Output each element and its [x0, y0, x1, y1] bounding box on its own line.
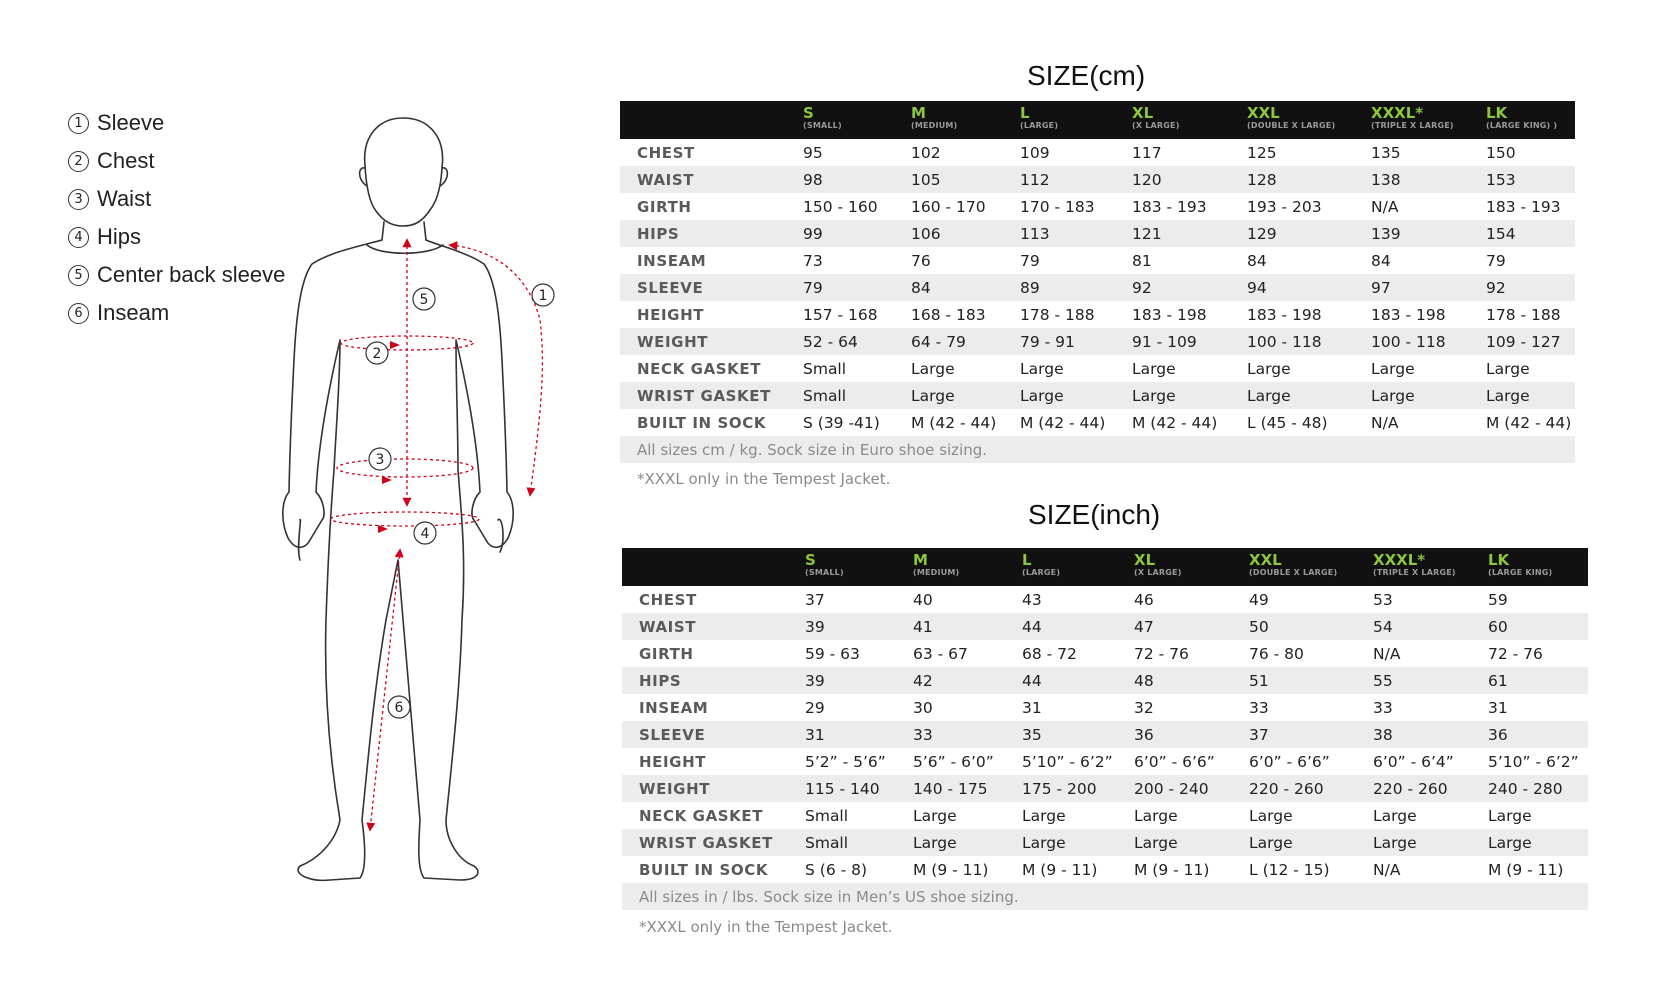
- table-cell: 89: [1016, 274, 1128, 301]
- row-label: HIPS: [620, 220, 799, 247]
- table-cell: 33: [909, 721, 1018, 748]
- marker-label-3: 3: [375, 452, 385, 468]
- table-cell: 178 - 188: [1020, 305, 1095, 324]
- table-cell: 5’10” - 6’2”: [1488, 752, 1579, 771]
- table-cell: 183 - 198: [1247, 305, 1322, 324]
- size-desc: (DOUBLE X LARGE): [1247, 121, 1336, 130]
- table-row: [620, 355, 1575, 382]
- table-cell: M (42 - 44): [1132, 413, 1218, 432]
- table-cell: Large: [1016, 382, 1128, 409]
- inseam-line: [370, 550, 400, 830]
- table-cell: 160 - 170: [911, 197, 986, 216]
- table-cell: 220 - 260: [1245, 775, 1369, 802]
- table-row: [622, 586, 1588, 613]
- table-cell: 106: [907, 220, 1016, 247]
- table-cell: S (39 -41): [803, 413, 880, 432]
- table-cell: 5’2” - 5’6”: [805, 752, 886, 771]
- size-code: XXXL*: [1371, 104, 1424, 122]
- table-cell: 157 - 168: [803, 305, 878, 324]
- body-measurement-figure: [270, 110, 570, 890]
- table-cell: 84: [1371, 251, 1391, 270]
- size-code: XXXL*: [1373, 551, 1426, 569]
- table-cell: 6’0” - 6’4”: [1373, 752, 1454, 771]
- size-desc: (MEDIUM): [913, 568, 960, 577]
- size-header-row: [620, 101, 1575, 139]
- table-cell: 92: [1128, 274, 1243, 301]
- size-code: XXL: [1247, 104, 1280, 122]
- table-cell: Large: [1130, 829, 1245, 856]
- table-cell: 100 - 118: [1367, 328, 1482, 355]
- table-cell: 43: [1022, 590, 1042, 609]
- size-header-xxl: [1245, 548, 1369, 586]
- table-cell: 63 - 67: [913, 644, 968, 663]
- table-row: [620, 274, 1575, 301]
- table-cell: 99: [799, 220, 907, 247]
- table-cell: 91 - 109: [1128, 328, 1243, 355]
- table-cell: N/A: [1373, 644, 1401, 663]
- table-cell: Large: [913, 806, 957, 825]
- table-cell: 135: [1371, 143, 1401, 162]
- table-cell: 41: [909, 613, 1018, 640]
- table-cell: 48: [1130, 667, 1245, 694]
- legend-number: 5: [68, 265, 89, 286]
- size-code: M: [913, 551, 928, 569]
- table-cell: Large: [911, 359, 955, 378]
- table-cell: 193 - 203: [1247, 197, 1322, 216]
- row-label: INSEAM: [639, 698, 709, 717]
- legend-label: Chest: [97, 148, 155, 173]
- table-cell: 61: [1484, 667, 1588, 694]
- legend-label: Center back sleeve: [97, 262, 286, 287]
- legend-number: 6: [68, 303, 89, 324]
- table-cell: 37: [805, 590, 825, 609]
- table-cell: 31: [801, 721, 909, 748]
- table-cell: 79: [799, 274, 907, 301]
- table-cell: 100 - 118: [1243, 328, 1367, 355]
- table-cell: M (9 - 11): [1134, 860, 1210, 879]
- table-row: [620, 247, 1575, 274]
- table-cell: Large: [1018, 829, 1130, 856]
- cm-table-title: SIZE(cm): [1027, 60, 1146, 91]
- size-header-s: [801, 548, 909, 586]
- row-label: SLEEVE: [620, 274, 799, 301]
- legend-label: Sleeve: [97, 110, 165, 135]
- legend-label: Hips: [97, 224, 142, 249]
- table-cell: 79 - 91: [1016, 328, 1128, 355]
- table-cell: 59 - 63: [805, 644, 860, 663]
- row-label: HEIGHT: [637, 305, 705, 324]
- table-cell: 72 - 76: [1488, 644, 1543, 663]
- table-cell: Large: [909, 829, 1018, 856]
- table-cell: 40: [913, 590, 933, 609]
- legend-item-inseam: [68, 294, 285, 332]
- table-cell: 84: [1247, 251, 1267, 270]
- table-cell: 52 - 64: [799, 328, 907, 355]
- table-cell: 73: [803, 251, 823, 270]
- table-cell: 153: [1482, 166, 1575, 193]
- table-cell: 33: [1373, 698, 1393, 717]
- size-desc: (LARGE KING) ): [1486, 121, 1558, 130]
- row-label: WRIST GASKET: [622, 829, 801, 856]
- cm-footnote: *XXXL only in the Tempest Jacket.: [637, 470, 891, 488]
- table-cell: Large: [1373, 806, 1417, 825]
- table-cell: N/A: [1371, 197, 1399, 216]
- table-cell: Small: [799, 382, 907, 409]
- table-cell: 98: [799, 166, 907, 193]
- table-cell: 76: [911, 251, 931, 270]
- table-row: [622, 829, 1588, 856]
- table-cell: Small: [801, 829, 909, 856]
- size-header-s: [799, 101, 907, 139]
- units-note: All sizes in / lbs. Sock size in Men’s US shoe sizing.: [622, 883, 1588, 910]
- table-cell: 36: [1484, 721, 1588, 748]
- legend-item-sleeve: [68, 104, 285, 142]
- table-cell: 6’0” - 6’6”: [1134, 752, 1215, 771]
- table-cell: Large: [1128, 382, 1243, 409]
- table-cell: 175 - 200: [1018, 775, 1130, 802]
- table-cell: Large: [1247, 359, 1291, 378]
- table-cell: M (42 - 44): [1020, 413, 1106, 432]
- row-label: WAIST: [622, 613, 801, 640]
- size-desc: (TRIPLE X LARGE): [1371, 121, 1454, 130]
- size-desc: (SMALL): [805, 568, 844, 577]
- marker-label-5: 5: [419, 292, 429, 308]
- table-cell: 183 - 198: [1132, 305, 1207, 324]
- row-label: INSEAM: [637, 251, 707, 270]
- row-label: BUILT IN SOCK: [637, 413, 767, 432]
- sleeve-line: [450, 245, 542, 495]
- size-code: L: [1022, 551, 1032, 569]
- legend-label: Waist: [97, 186, 152, 211]
- table-cell: Large: [1482, 382, 1575, 409]
- size-code: XL: [1134, 551, 1156, 569]
- legend-item-hips: [68, 218, 285, 256]
- row-label: HIPS: [622, 667, 801, 694]
- table-cell: 140 - 175: [909, 775, 1018, 802]
- legend-number: 1: [68, 113, 89, 134]
- marker-label-4: 4: [420, 526, 430, 542]
- table-cell: M (42 - 44): [1486, 413, 1572, 432]
- size-desc: (LARGE): [1020, 121, 1059, 130]
- table-row: [620, 301, 1575, 328]
- table-row: [622, 667, 1588, 694]
- inch-footnote: *XXXL only in the Tempest Jacket.: [639, 918, 893, 936]
- size-header-xxl: [1243, 101, 1367, 139]
- row-label: CHEST: [637, 143, 695, 162]
- row-label: WAIST: [620, 166, 799, 193]
- table-cell: 79: [1020, 251, 1040, 270]
- table-cell: 112: [1016, 166, 1128, 193]
- note-row: [620, 436, 1575, 463]
- row-label: WRIST GASKET: [620, 382, 799, 409]
- inch-table-title: SIZE(inch): [1028, 499, 1161, 530]
- table-row: [622, 694, 1588, 721]
- table-cell: 47: [1130, 613, 1245, 640]
- table-row: [622, 775, 1588, 802]
- table-cell: Large: [1484, 829, 1588, 856]
- table-cell: 220 - 260: [1369, 775, 1484, 802]
- table-cell: 183 - 193: [1486, 197, 1561, 216]
- table-cell: 44: [1018, 613, 1130, 640]
- size-header-lk: [1484, 548, 1588, 586]
- table-cell: 150: [1486, 143, 1516, 162]
- table-cell: Large: [1486, 359, 1530, 378]
- row-label: WEIGHT: [622, 775, 801, 802]
- table-cell: Large: [1369, 829, 1484, 856]
- table-cell: 125: [1247, 143, 1277, 162]
- row-label: NECK GASKET: [637, 359, 762, 378]
- table-cell: 102: [911, 143, 941, 162]
- table-cell: 92: [1482, 274, 1575, 301]
- table-cell: 59: [1488, 590, 1508, 609]
- legend-number: 4: [68, 227, 89, 248]
- table-cell: L (45 - 48): [1247, 413, 1328, 432]
- table-cell: 33: [1249, 698, 1269, 717]
- table-cell: M (9 - 11): [1022, 860, 1098, 879]
- size-desc: (TRIPLE X LARGE): [1373, 568, 1456, 577]
- table-row: [620, 328, 1575, 355]
- row-label: GIRTH: [637, 197, 692, 216]
- row-label: WEIGHT: [620, 328, 799, 355]
- table-cell: 94: [1243, 274, 1367, 301]
- table-cell: 150 - 160: [803, 197, 878, 216]
- table-cell: 200 - 240: [1130, 775, 1245, 802]
- size-header-xl: [1128, 101, 1243, 139]
- size-code: LK: [1488, 551, 1510, 569]
- table-row: [622, 721, 1588, 748]
- table-cell: 35: [1018, 721, 1130, 748]
- table-cell: 81: [1132, 251, 1152, 270]
- table-cell: Large: [1488, 806, 1532, 825]
- table-cell: Small: [805, 806, 849, 825]
- hips-line: [331, 512, 479, 526]
- table-cell: Large: [1022, 806, 1066, 825]
- table-cell: Large: [1134, 806, 1178, 825]
- table-cell: 95: [803, 143, 823, 162]
- size-code: XXL: [1249, 551, 1282, 569]
- table-cell: 39: [801, 613, 909, 640]
- table-cell: 50: [1245, 613, 1369, 640]
- size-code: S: [803, 104, 814, 122]
- table-cell: 109 - 127: [1482, 328, 1575, 355]
- table-cell: Large: [907, 382, 1016, 409]
- table-cell: 55: [1369, 667, 1484, 694]
- table-cell: 183 - 193: [1132, 197, 1207, 216]
- size-header-xxxl: [1369, 548, 1484, 586]
- table-cell: 44: [1018, 667, 1130, 694]
- table-cell: 38: [1369, 721, 1484, 748]
- table-cell: 76 - 80: [1249, 644, 1304, 663]
- row-label: BUILT IN SOCK: [639, 860, 769, 879]
- table-row: [620, 409, 1575, 436]
- table-cell: 154: [1482, 220, 1575, 247]
- units-note: All sizes cm / kg. Sock size in Euro shoe sizing.: [620, 436, 1575, 463]
- table-row: [620, 139, 1575, 166]
- table-cell: S (6 - 8): [805, 860, 868, 879]
- table-cell: 105: [907, 166, 1016, 193]
- table-cell: 46: [1134, 590, 1154, 609]
- table-cell: 183 - 198: [1371, 305, 1446, 324]
- size-header-xxxl: [1367, 101, 1482, 139]
- table-cell: 29: [805, 698, 825, 717]
- marker-label-1: 1: [538, 288, 548, 304]
- table-cell: 6’0” - 6’6”: [1249, 752, 1330, 771]
- table-cell: 53: [1373, 590, 1393, 609]
- size-code: S: [805, 551, 816, 569]
- size-header-lk: [1482, 101, 1575, 139]
- header-empty: [620, 101, 799, 139]
- size-desc: (SMALL): [803, 121, 842, 130]
- size-desc: (LARGE): [1022, 568, 1061, 577]
- size-header-l: [1018, 548, 1130, 586]
- table-cell: 128: [1243, 166, 1367, 193]
- table-cell: 72 - 76: [1134, 644, 1189, 663]
- table-cell: 60: [1484, 613, 1588, 640]
- marker-label-2: 2: [372, 346, 382, 362]
- size-desc: (X LARGE): [1134, 568, 1182, 577]
- table-row: [620, 220, 1575, 247]
- table-cell: L (12 - 15): [1249, 860, 1330, 879]
- table-cell: 170 - 183: [1020, 197, 1095, 216]
- size-code: LK: [1486, 104, 1508, 122]
- table-cell: 120: [1128, 166, 1243, 193]
- table-row: [620, 382, 1575, 409]
- legend-label: Inseam: [97, 300, 170, 325]
- table-cell: 240 - 280: [1484, 775, 1588, 802]
- table-cell: 109: [1020, 143, 1050, 162]
- table-cell: 64 - 79: [907, 328, 1016, 355]
- table-cell: Small: [803, 359, 847, 378]
- table-cell: 168 - 183: [911, 305, 986, 324]
- table-cell: M (9 - 11): [913, 860, 989, 879]
- head-outline: [365, 118, 443, 226]
- table-cell: M (42 - 44): [911, 413, 997, 432]
- size-desc: (MEDIUM): [911, 121, 958, 130]
- table-cell: Large: [1132, 359, 1176, 378]
- table-cell: 129: [1243, 220, 1367, 247]
- table-cell: Large: [1367, 382, 1482, 409]
- size-table-inch: [622, 548, 1588, 910]
- table-cell: N/A: [1371, 413, 1399, 432]
- row-label: HEIGHT: [639, 752, 707, 771]
- size-code: M: [911, 104, 926, 122]
- table-cell: 97: [1367, 274, 1482, 301]
- row-label: CHEST: [639, 590, 697, 609]
- table-row: [620, 166, 1575, 193]
- measurement-legend: [68, 104, 285, 332]
- table-cell: 117: [1132, 143, 1162, 162]
- legend-item-waist: [68, 180, 285, 218]
- table-cell: 5’10” - 6’2”: [1022, 752, 1113, 771]
- waist-line: [337, 459, 473, 477]
- size-code: XL: [1132, 104, 1154, 122]
- note-row: [622, 883, 1588, 910]
- table-cell: 79: [1486, 251, 1506, 270]
- table-cell: Large: [1243, 382, 1367, 409]
- table-cell: M (9 - 11): [1488, 860, 1564, 879]
- table-cell: Large: [1249, 806, 1293, 825]
- table-cell: 54: [1369, 613, 1484, 640]
- row-label: SLEEVE: [622, 721, 801, 748]
- size-code: L: [1020, 104, 1030, 122]
- table-cell: N/A: [1373, 860, 1401, 879]
- size-header-row: [622, 548, 1588, 586]
- table-cell: 51: [1245, 667, 1369, 694]
- table-cell: 68 - 72: [1022, 644, 1077, 663]
- table-row: [622, 856, 1588, 883]
- table-cell: 49: [1249, 590, 1269, 609]
- size-desc: (DOUBLE X LARGE): [1249, 568, 1338, 577]
- table-row: [620, 193, 1575, 220]
- table-cell: 37: [1245, 721, 1369, 748]
- size-header-m: [909, 548, 1018, 586]
- size-desc: (LARGE KING): [1488, 568, 1553, 577]
- table-cell: 31: [1022, 698, 1042, 717]
- size-header-xl: [1130, 548, 1245, 586]
- table-cell: 42: [909, 667, 1018, 694]
- table-cell: 115 - 140: [801, 775, 909, 802]
- table-cell: 36: [1130, 721, 1245, 748]
- table-cell: 31: [1488, 698, 1508, 717]
- table-cell: Large: [1020, 359, 1064, 378]
- table-cell: 30: [913, 698, 933, 717]
- legend-item-chest: [68, 142, 285, 180]
- table-cell: 121: [1128, 220, 1243, 247]
- size-header-l: [1016, 101, 1128, 139]
- table-cell: Large: [1245, 829, 1369, 856]
- table-row: [622, 748, 1588, 775]
- table-cell: 139: [1367, 220, 1482, 247]
- marker-label-6: 6: [394, 700, 404, 716]
- legend-number: 3: [68, 189, 89, 210]
- table-cell: 178 - 188: [1486, 305, 1561, 324]
- table-cell: 113: [1016, 220, 1128, 247]
- table-row: [622, 802, 1588, 829]
- size-header-m: [907, 101, 1016, 139]
- header-empty: [622, 548, 801, 586]
- table-cell: 5’6” - 6’0”: [913, 752, 994, 771]
- legend-item-center-back-sleeve: [68, 256, 285, 294]
- table-cell: 138: [1367, 166, 1482, 193]
- table-row: [622, 613, 1588, 640]
- table-cell: 39: [801, 667, 909, 694]
- size-desc: (X LARGE): [1132, 121, 1180, 130]
- legend-number: 2: [68, 151, 89, 172]
- table-row: [622, 640, 1588, 667]
- table-cell: 32: [1134, 698, 1154, 717]
- table-cell: Large: [1371, 359, 1415, 378]
- row-label: GIRTH: [639, 644, 694, 663]
- size-table-cm: [620, 101, 1575, 463]
- row-label: NECK GASKET: [639, 806, 764, 825]
- table-cell: 84: [907, 274, 1016, 301]
